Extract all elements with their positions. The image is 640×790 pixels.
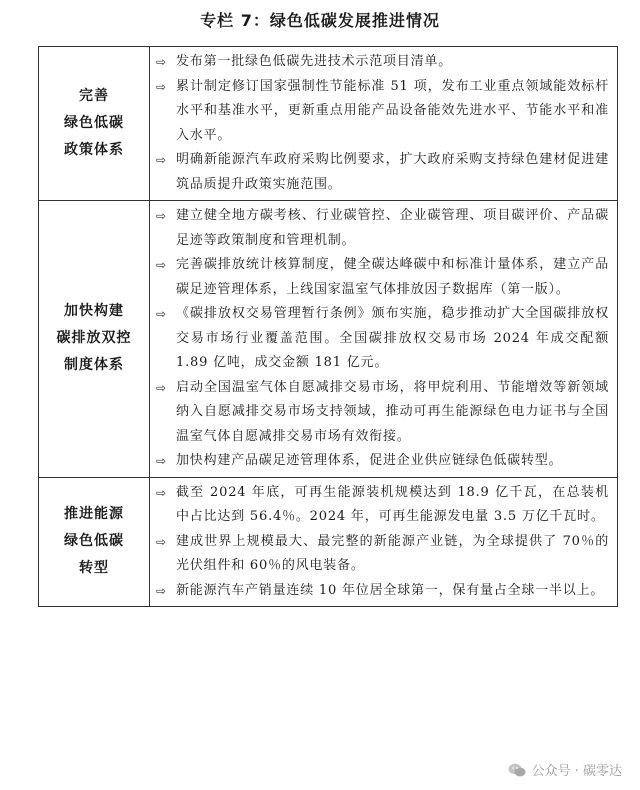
list-item <box>156 530 609 579</box>
list-item <box>156 449 609 474</box>
items-cell <box>150 201 618 478</box>
item-text: 发布第一批绿色低碳先进技术示范项目清单。 <box>176 54 453 69</box>
list-item <box>156 253 609 302</box>
item-text: 截至 2024 年底，可再生能源装机规模达到 18.9 亿千瓦，在总装机中占比达到 56.4％。2024 年，可再生能源发电量 3.5 万亿千瓦时。 <box>176 484 609 524</box>
hollow-diamond-arrow-icon: ⇨ <box>156 454 167 468</box>
table-row <box>39 47 618 201</box>
category-line: 制度体系 <box>64 357 124 374</box>
list-item <box>156 75 609 149</box>
hollow-diamond-arrow-icon: ⇨ <box>156 55 167 69</box>
category-line: 转型 <box>79 560 109 577</box>
table-row <box>39 477 618 607</box>
category-line: 推进能源 <box>64 506 124 523</box>
items-cell <box>150 477 618 607</box>
wechat-logo-icon <box>508 763 526 777</box>
hollow-diamond-arrow-icon: ⇨ <box>156 485 167 500</box>
watermark <box>508 760 622 779</box>
table-row <box>39 201 618 478</box>
category-line: 碳排放双控 <box>56 330 132 347</box>
list-item <box>156 376 609 450</box>
category-line: 绿色低碳 <box>64 533 124 550</box>
category-line: 加快构建 <box>64 303 124 320</box>
list-item <box>156 148 609 197</box>
list-item <box>156 302 609 376</box>
list-item <box>156 481 609 530</box>
category-cell <box>39 201 150 478</box>
hollow-diamond-arrow-icon: ⇨ <box>156 153 167 167</box>
item-text: 建成世界上规模最大、最完整的新能源产业链，为全球提供了 70％的光伏组件和 60％的风电装备。 <box>176 533 609 573</box>
hollow-diamond-arrow-icon: ⇨ <box>156 209 167 223</box>
info-table <box>38 46 618 607</box>
list-item <box>156 579 609 604</box>
category-cell <box>39 477 150 607</box>
hollow-diamond-arrow-icon: ⇨ <box>156 79 167 94</box>
hollow-diamond-arrow-icon: ⇨ <box>156 380 167 395</box>
item-text: 加快构建产品碳足迹管理体系，促进企业供应链绿色低碳转型。 <box>176 453 563 468</box>
item-text: 建立健全地方碳考核、行业碳管控、企业碳管理、项目碳评价、产品碳足迹等政策制度和管理机制。 <box>176 208 609 248</box>
list-item <box>156 50 609 75</box>
hollow-diamond-arrow-icon: ⇨ <box>156 534 167 549</box>
item-text: 启动全国温室气体自愿减排交易市场，将甲烷利用、节能增效等新领域纳入自愿减排交易市场支持领域，推动可再生能源绿色电力证书与全国温室气体自愿减排交易市场有效衔接。 <box>176 379 609 444</box>
category-line: 政策体系 <box>64 142 124 158</box>
list-item <box>156 204 609 253</box>
category-line: 绿色低碳 <box>64 115 124 131</box>
watermark-text: 公众号 · 碳零达 <box>531 764 622 779</box>
category-line: 完善 <box>79 88 109 104</box>
items-cell <box>150 47 618 201</box>
item-text: 新能源汽车产销量连续 10 年位居全球第一，保有量占全球一半以上。 <box>176 582 605 598</box>
hollow-diamond-arrow-icon: ⇨ <box>156 258 167 272</box>
item-text: 明确新能源汽车政府采购比例要求，扩大政府采购支持绿色建材促进建筑品质提升政策实施范围。 <box>176 152 609 192</box>
item-text: 完善碳排放统计核算制度，健全碳达峰碳中和标准计量体系，建立产品碳足迹管理体系，上线国家温室气体排放因子数据库（第一版）。 <box>176 257 609 297</box>
item-text: 《碳排放权交易管理暂行条例》颁布实施，稳步推动扩大全国碳排放权交易市场行业覆盖范围。全国碳排放权交易市场 2024 年成交配额 1.89 亿吨，成交金额 181 亿元。 <box>176 306 609 370</box>
page-title: 专栏 7：绿色低碳发展推进情况 <box>200 11 440 30</box>
hollow-diamond-arrow-icon: ⇨ <box>156 307 167 321</box>
category-cell <box>39 47 150 201</box>
hollow-diamond-arrow-icon: ⇨ <box>156 583 167 598</box>
item-text: 累计制定修订国家强制性节能标准 51 项，发布工业重点领域能效标杆水平和基准水平，更新重点用能产品设备能效先进水平、节能水平和准入水平。 <box>176 78 609 143</box>
